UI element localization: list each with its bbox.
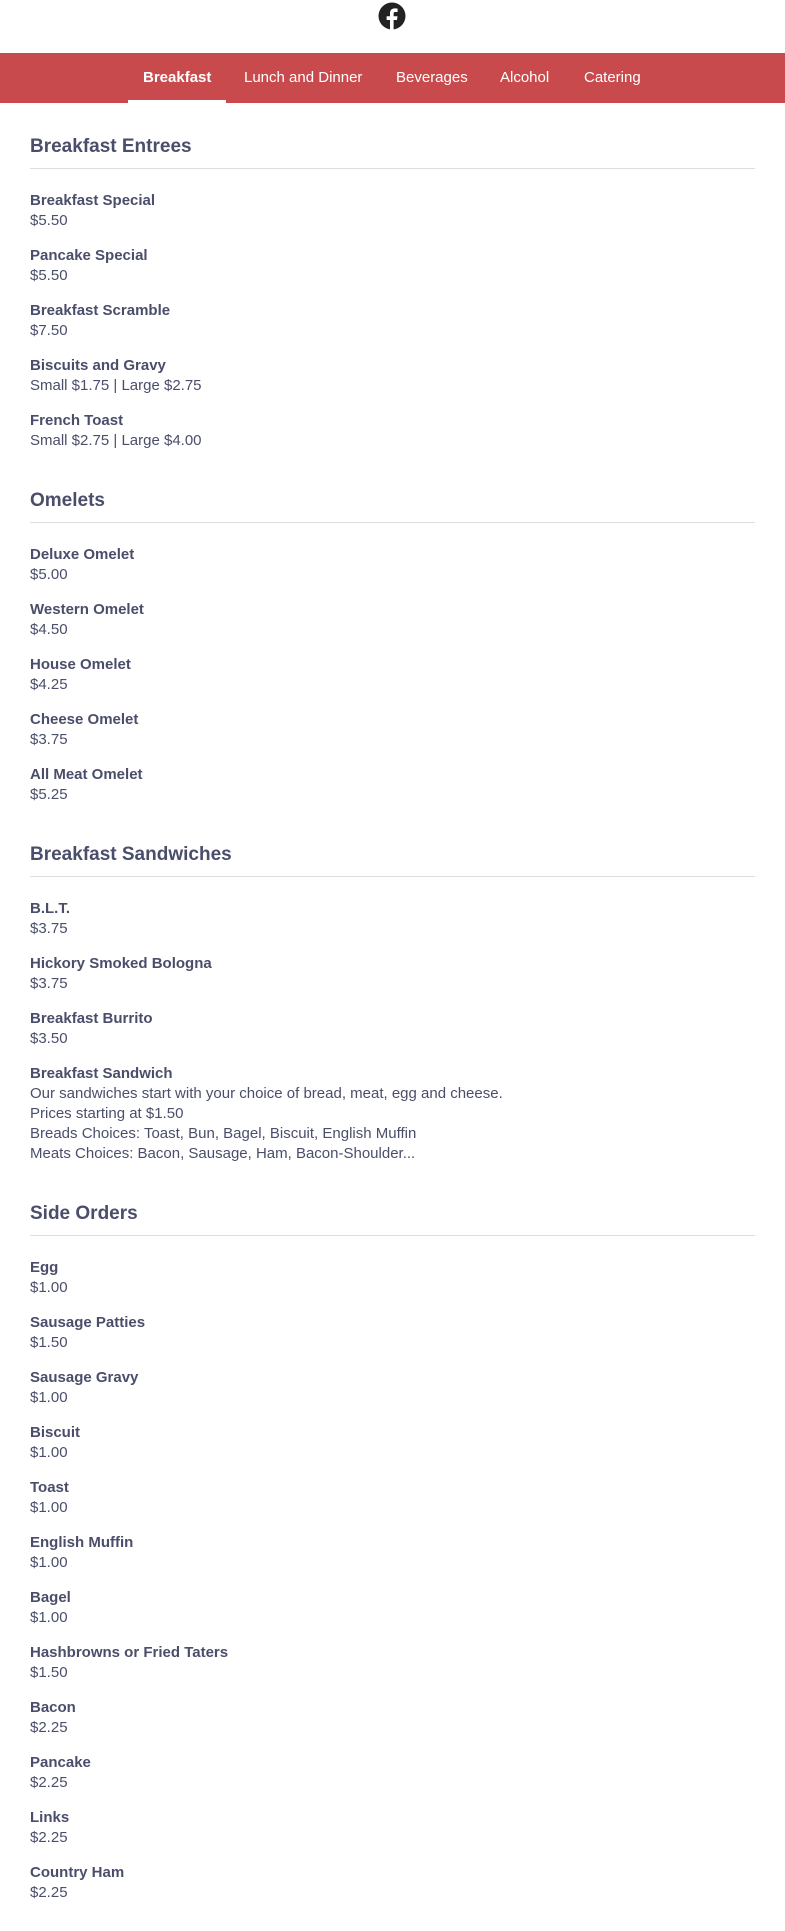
menu-item-price: $1.00 (30, 1389, 68, 1406)
menu-item-price: $3.75 (30, 731, 68, 748)
menu-item-price: $1.50 (30, 1664, 68, 1681)
menu-item-price: $3.50 (30, 1030, 68, 1047)
menu-item-price: $5.50 (30, 267, 68, 284)
menu-item-price: $1.50 (30, 1334, 68, 1351)
menu-item-price: $3.75 (30, 920, 68, 937)
tab-lunch-and-dinner[interactable]: Lunch and Dinner (244, 69, 363, 86)
menu-item-name: Breakfast Sandwich (30, 1065, 173, 1082)
menu-item-price: $5.00 (30, 566, 68, 583)
menu-item-name: Country Ham (30, 1864, 125, 1881)
menu-item (30, 1064, 755, 1164)
menu-item-name: Pancake (30, 1754, 91, 1771)
menu-item (30, 655, 755, 695)
menu-item (30, 600, 755, 640)
menu-item-price: $5.50 (30, 212, 68, 229)
menu-item-name: Toast (30, 1479, 69, 1496)
menu-item (30, 899, 755, 939)
menu-item (30, 1698, 755, 1738)
tab-breakfast[interactable]: Breakfast (143, 53, 211, 103)
menu-item (30, 710, 755, 750)
menu-item-price: $7.50 (30, 322, 68, 339)
menu-item-price: $3.75 (30, 975, 68, 992)
menu-item (30, 1009, 755, 1049)
menu-item-name: French Toast (30, 412, 124, 429)
menu-section (30, 466, 755, 805)
menu-item (30, 1533, 755, 1573)
menu-item-price: $4.25 (30, 676, 68, 693)
menu-item-price: $2.25 (30, 1829, 68, 1846)
menu-item-name: Pancake Special (30, 247, 148, 264)
menu-item (30, 1478, 755, 1518)
section-title: Breakfast Entrees (30, 103, 755, 169)
menu-item (30, 1588, 755, 1628)
menu-item (30, 356, 755, 396)
tab-alcohol[interactable]: Alcohol (500, 69, 550, 86)
menu-item-name: Breakfast Burrito (30, 1010, 153, 1027)
menu-item-name: House Omelet (30, 656, 131, 673)
menu-item-name: Cheese Omelet (30, 711, 139, 728)
menu-item (30, 1753, 755, 1793)
menu-item (30, 1368, 755, 1408)
facebook-icon[interactable] (378, 2, 406, 30)
menu-item (30, 246, 755, 286)
menu-item-list (30, 877, 755, 1164)
menu-item (30, 411, 755, 451)
menu-section (30, 103, 755, 451)
menu-item-description: Our sandwiches start with your choice of bread, meat, egg and cheese. (30, 1085, 503, 1102)
section-title: Breakfast Sandwiches (30, 820, 755, 877)
menu-item-price: $1.00 (30, 1279, 68, 1296)
menu-item (30, 1258, 755, 1298)
menu-item-name: Sausage Patties (30, 1314, 146, 1331)
menu-item-name: Egg (30, 1259, 59, 1276)
menu-item (30, 191, 755, 231)
menu-item (30, 1643, 755, 1683)
menu-item-price: Small $2.75 | Large $4.00 (30, 432, 202, 449)
menu-item-name: Breakfast Scramble (30, 302, 171, 319)
menu-item-list (30, 169, 755, 451)
menu-item-price: Small $1.75 | Large $2.75 (30, 377, 202, 394)
menu-item-price: $1.00 (30, 1444, 68, 1461)
menu-item-description: Breads Choices: Toast, Bun, Bagel, Biscuit, English Muffin (30, 1125, 417, 1142)
section-title: Omelets (30, 466, 755, 523)
menu-item-price: $2.25 (30, 1719, 68, 1736)
menu-item-name: Biscuits and Gravy (30, 357, 166, 374)
tab-beverages[interactable]: Beverages (396, 69, 468, 86)
menu-item-price: $5.25 (30, 786, 68, 803)
menu-item-list (30, 523, 755, 805)
menu-content (0, 103, 785, 1903)
menu-section (30, 1179, 755, 1903)
menu-item-description: Meats Choices: Bacon, Sausage, Ham, Bacon-Shoulder... (30, 1145, 416, 1162)
menu-item-name: Deluxe Omelet (30, 546, 135, 563)
menu-item-name: Western Omelet (30, 601, 144, 618)
menu-section (30, 820, 755, 1164)
menu-item-list (30, 1236, 755, 1903)
menu-item-price: $2.25 (30, 1884, 68, 1901)
menu-item-price: $1.00 (30, 1609, 68, 1626)
menu-item (30, 545, 755, 585)
menu-item-name: Bacon (30, 1699, 76, 1716)
menu-item-name: Bagel (30, 1589, 71, 1606)
tab-catering[interactable]: Catering (584, 69, 641, 86)
menu-item-name: Biscuit (30, 1424, 81, 1441)
menu-item (30, 1808, 755, 1848)
menu-category-nav (0, 53, 785, 103)
menu-item (30, 954, 755, 994)
menu-item-price: $1.00 (30, 1499, 68, 1516)
menu-item-price: $4.50 (30, 621, 68, 638)
menu-item-price: $1.00 (30, 1554, 68, 1571)
menu-item-name: English Muffin (30, 1534, 134, 1551)
menu-item-description: Prices starting at $1.50 (30, 1105, 184, 1122)
menu-item (30, 1313, 755, 1353)
top-bar (0, 0, 785, 53)
menu-item-name: B.L.T. (30, 900, 70, 917)
menu-item-price: $2.25 (30, 1774, 68, 1791)
menu-item-name: Hickory Smoked Bologna (30, 955, 212, 972)
menu-item-name: Breakfast Special (30, 192, 156, 209)
section-title: Side Orders (30, 1179, 755, 1236)
menu-item-name: Sausage Gravy (30, 1369, 139, 1386)
menu-item (30, 301, 755, 341)
menu-item-name: Links (30, 1809, 70, 1826)
menu-item (30, 765, 755, 805)
menu-item (30, 1423, 755, 1463)
menu-item-name: Hashbrowns or Fried Taters (30, 1644, 229, 1661)
menu-item-name: All Meat Omelet (30, 766, 143, 783)
menu-item (30, 1863, 755, 1903)
